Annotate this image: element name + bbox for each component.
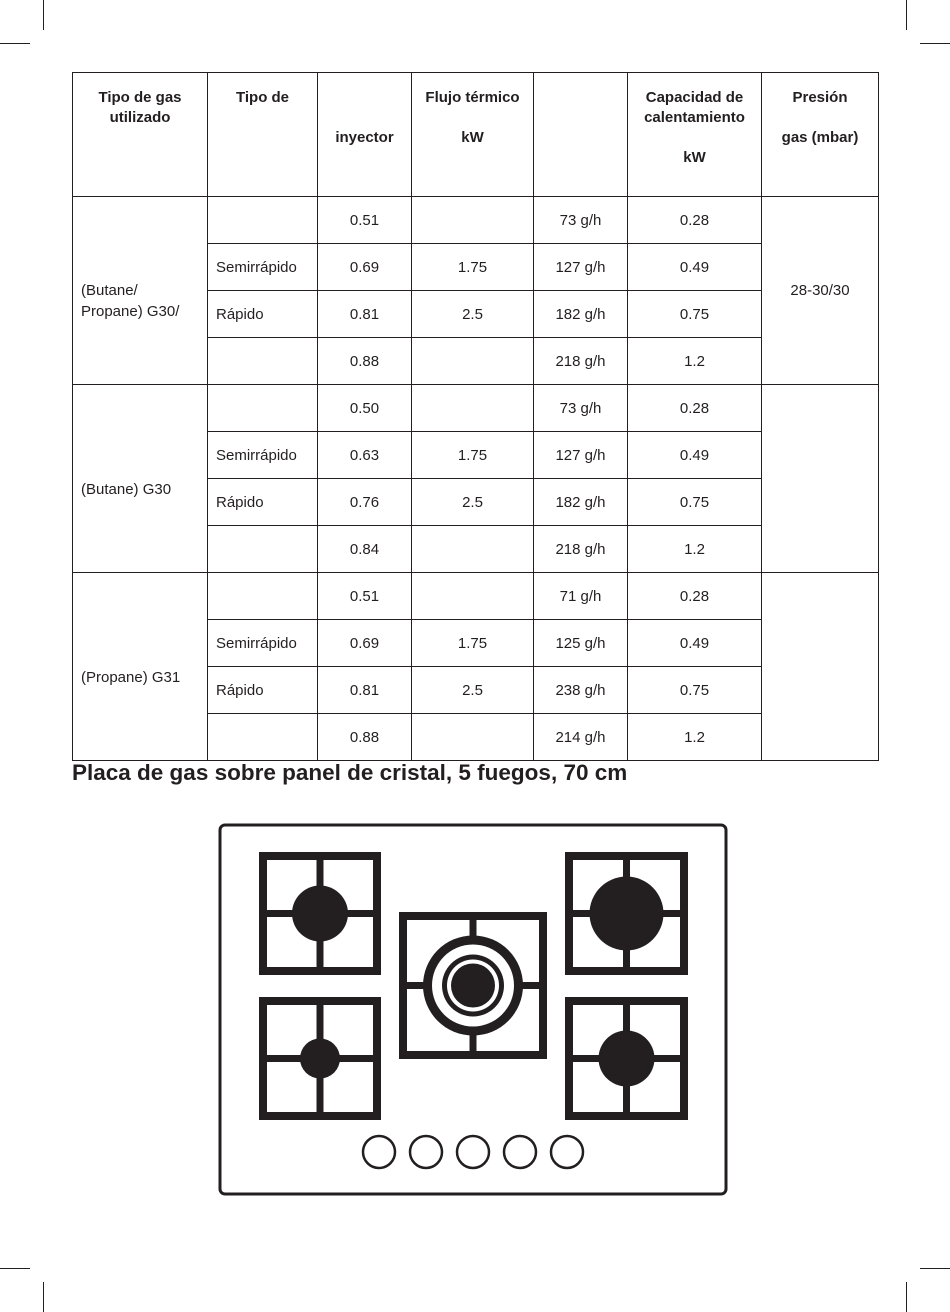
burner-cell: Rápido [208,667,318,714]
consumption-cell: 73 g/h [534,385,628,432]
gas-type-line: (Propane) G31 [81,668,181,686]
injector-cell: 0.81 [318,291,412,338]
flow-cell [412,385,534,432]
injector-cell: 0.76 [318,479,412,526]
gas-type-cell [73,573,208,761]
consumption-cell: 214 g/h [534,714,628,761]
flow-cell: 1.75 [412,620,534,667]
gas-type-line: (Butane/ [81,282,138,299]
injector-cell: 0.69 [318,620,412,667]
flow-cell [412,714,534,761]
header-injector: inyector [318,73,412,197]
crop-mark-bottom-left-v [43,1282,44,1312]
consumption-cell: 238 g/h [534,667,628,714]
burner-cell [208,573,318,620]
injector-cell: 0.69 [318,244,412,291]
burner-cap [451,964,495,1008]
consumption-cell: 127 g/h [534,432,628,479]
burner-cell [208,385,318,432]
flow-cell: 1.75 [412,244,534,291]
burner-cell [208,197,318,244]
consumption-cell: 182 g/h [534,291,628,338]
gas-type-line: (Butane) G30 [81,480,172,498]
burner-cell: Semirrápido [208,244,318,291]
burner-cap [590,877,664,951]
table-row [73,197,879,244]
burner-cell: Rápido [208,291,318,338]
table-row [73,573,879,620]
consumption-cell: 182 g/h [534,479,628,526]
capacity-cell: 0.28 [628,385,762,432]
table-header [73,73,879,197]
consumption-cell: 125 g/h [534,620,628,667]
injector-cell: 0.50 [318,385,412,432]
flow-cell [412,197,534,244]
crop-mark-bottom-left-h [0,1268,30,1269]
crop-mark-top-left-h [0,43,30,44]
capacity-cell: 0.49 [628,244,762,291]
injector-cell: 0.81 [318,667,412,714]
header-gas-type: Tipo de gas utilizado [73,73,208,197]
burner-center-wok [399,912,547,1059]
gas-type-cell [73,197,208,385]
injector-cell: 0.88 [318,338,412,385]
crop-mark-top-right-h [920,43,950,44]
burner-cell: Semirrápido [208,432,318,479]
crop-mark-top-left-v [43,0,44,30]
flow-cell: 2.5 [412,667,534,714]
capacity-cell: 0.49 [628,432,762,479]
header-burner-type: Tipo de [208,73,318,197]
gas-type-cell [73,385,208,573]
consumption-cell: 73 g/h [534,197,628,244]
gas-type-line: Propane) G30/ [81,303,180,320]
burner-cell: Rápido [208,479,318,526]
crop-mark-bottom-right-h [920,1268,950,1269]
crop-mark-top-right-v [906,0,907,30]
capacity-cell: 1.2 [628,338,762,385]
burner-top-right [565,852,688,975]
pressure-cell [762,573,879,761]
burner-cap [292,886,348,942]
capacity-cell: 0.49 [628,620,762,667]
flow-cell [412,526,534,573]
capacity-cell: 0.75 [628,667,762,714]
injector-cell: 0.51 [318,197,412,244]
control-knob [504,1136,536,1168]
burner-cap [599,1031,655,1087]
flow-cell [412,338,534,385]
control-knob [363,1136,395,1168]
consumption-cell: 71 g/h [534,573,628,620]
table-row [73,385,879,432]
header-heating-capacity: Capacidad de calentamiento kW [628,73,762,197]
consumption-cell: 127 g/h [534,244,628,291]
flow-cell: 1.75 [412,432,534,479]
capacity-cell: 0.75 [628,291,762,338]
burner-cell [208,526,318,573]
flow-cell: 2.5 [412,291,534,338]
control-knob [410,1136,442,1168]
injector-cell: 0.63 [318,432,412,479]
capacity-cell: 1.2 [628,714,762,761]
header-consumption [534,73,628,197]
consumption-cell: 218 g/h [534,526,628,573]
burner-cap [300,1039,340,1079]
header-pressure: Presión gas (mbar) [762,73,879,197]
control-knob [551,1136,583,1168]
capacity-cell: 0.75 [628,479,762,526]
injector-cell: 0.88 [318,714,412,761]
burner-bottom-left [259,997,381,1120]
burner-top-left [259,852,381,975]
burner-cell [208,338,318,385]
injector-cell: 0.51 [318,573,412,620]
capacity-cell: 0.28 [628,197,762,244]
capacity-cell: 0.28 [628,573,762,620]
flow-cell [412,573,534,620]
table-body [73,197,879,761]
crop-mark-bottom-right-v [906,1282,907,1312]
injector-cell: 0.84 [318,526,412,573]
header-heat-flow: Flujo térmico kW [412,73,534,197]
consumption-cell: 218 g/h [534,338,628,385]
control-knob [457,1136,489,1168]
gas-specification-table [72,72,879,761]
flow-cell: 2.5 [412,479,534,526]
burner-cell [208,714,318,761]
hob-diagram [218,823,730,1199]
burner-bottom-right [565,997,688,1120]
capacity-cell: 1.2 [628,526,762,573]
burner-cell: Semirrápido [208,620,318,667]
pressure-cell: 28-30/30 [762,197,879,385]
page-title: Placa de gas sobre panel de cristal, 5 fuegos, 70 cm [72,760,628,785]
pressure-cell [762,385,879,573]
